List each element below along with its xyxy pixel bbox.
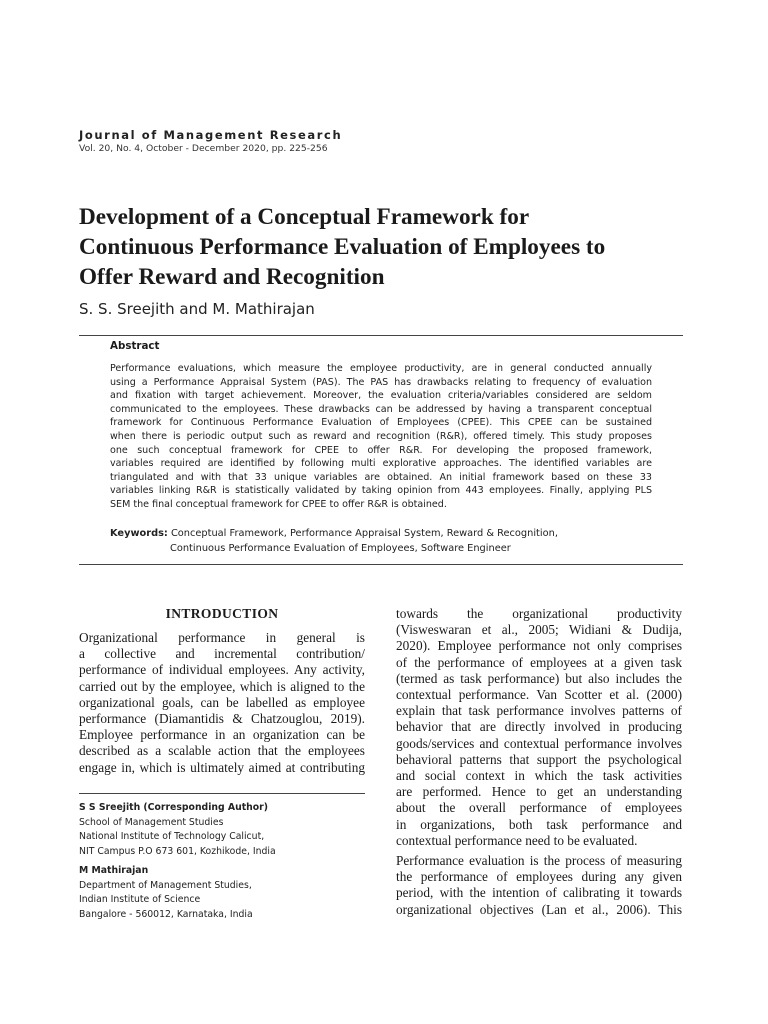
keywords-label: Keywords: xyxy=(110,528,168,539)
body-line: carried out by the employee, which is aligned to the xyxy=(79,678,365,694)
abstract-line: and fixation with target achievement. Moreover, the evaluation criteria/variables considered are seldom xyxy=(110,390,652,402)
body-line: a collective and incremental contribution/ xyxy=(79,646,365,662)
abstract-line: communicated to the employees. These drawbacks can be addressed by having a transparent conceptual xyxy=(110,403,652,415)
introduction-right-paragraph-1 xyxy=(396,606,682,849)
body-line: and social context in which the task activities xyxy=(396,768,682,784)
abstract-heading: Abstract xyxy=(110,340,160,352)
abstract-line: SEM the final conceptual framework for CPEE to offer R&R is obtained. xyxy=(110,498,447,510)
body-line: are performed. Hence to get an understanding xyxy=(396,784,682,800)
affiliation-name: S S Sreejith (Corresponding Author) xyxy=(79,802,269,813)
body-line: Employee performance in an organization can be xyxy=(79,727,365,743)
affiliation-line: Indian Institute of Science xyxy=(79,894,201,906)
body-line: organizational objectives (Lan et al., 2006). This xyxy=(396,901,682,917)
authors: S. S. Sreejith and M. Mathirajan xyxy=(79,300,315,318)
body-line: in organizations, both task performance and xyxy=(396,816,682,832)
journal-name: Journal of Management Research xyxy=(79,128,343,142)
title-line: Continuous Performance Evaluation of Employees to xyxy=(79,234,606,260)
abstract-line: triangulated and with that 33 unique variables are obtained. An initial framework based on these 33 xyxy=(110,471,652,483)
introduction-heading: INTRODUCTION xyxy=(165,606,279,621)
affiliation-line: School of Management Studies xyxy=(79,816,224,828)
affiliation-corresponding-author xyxy=(79,801,369,859)
affiliation-line: Bangalore - 560012, Karnataka, India xyxy=(79,908,253,920)
body-line: period, with the intention of calibrating it towards xyxy=(396,885,682,901)
body-line: described as a scalable action that the employees xyxy=(79,743,365,759)
keywords xyxy=(110,527,670,556)
body-line: explain that task performance involves patterns of xyxy=(396,703,682,719)
abstract-line: when there is periodic output such as reward and recognition (R&R), offered timely. This study proposes xyxy=(110,430,652,442)
body-line: Performance evaluation is the process of measuring xyxy=(396,853,682,868)
title-line: Development of a Conceptual Framework for xyxy=(79,204,530,230)
body-line: (Visweswaran et al., 2005; Widiani & Dudija, xyxy=(396,622,682,638)
body-line: Organizational performance in general is xyxy=(79,630,365,645)
body-line: performance of individual employees. Any activity, xyxy=(79,662,365,678)
abstract-line: Performance evaluations, which measure the employee productivity, are in general conducted annually xyxy=(110,363,652,374)
affiliation-line: Department of Management Studies, xyxy=(79,879,252,891)
body-line: about the overall performance of employees xyxy=(396,800,682,816)
body-line: contextual performance need to be evaluated. xyxy=(396,832,638,848)
introduction-left-column xyxy=(79,630,365,776)
body-line: goods/services and contextual performance involves xyxy=(396,735,682,751)
divider-top xyxy=(79,335,683,336)
body-line: (termed as task performance) but also includes the xyxy=(396,670,682,686)
divider-bottom xyxy=(79,564,683,565)
abstract-line: using a Performance Appraisal System (PAS). The PAS has drawbacks relating to frequency of evaluation xyxy=(110,376,652,388)
body-line: contextual performance. Van Scotter et al. (2000) xyxy=(396,687,682,703)
body-line: of the performance of employees at a given task xyxy=(396,654,682,670)
abstract-text xyxy=(110,362,652,512)
abstract-line: one such conceptual framework for CPEE to offer R&R. For developing the proposed framework, xyxy=(110,444,652,456)
affiliation-second-author xyxy=(79,864,369,922)
keywords-line-1: Conceptual Framework, Performance Appraisal System, Reward & Recognition, xyxy=(170,528,558,539)
body-line: organizational goals, can be labelled as employee xyxy=(79,694,365,710)
body-line: behavior that are directly involved in producing xyxy=(396,719,682,735)
body-line: towards the organizational productivity xyxy=(396,606,682,621)
abstract-line: variables linking R&R is statistically validated by taking opinion from 443 employees. Finally, applying PLS xyxy=(110,485,652,497)
body-line: the performance of employees during any given xyxy=(396,869,682,885)
keywords-line-2: Continuous Performance Evaluation of Employees, Software Engineer xyxy=(170,542,511,554)
body-line: engage in, which is ultimately aimed at contributing xyxy=(79,759,365,775)
body-line: behavioral patterns that support the psychological xyxy=(396,751,682,767)
affiliation-name: M Mathirajan xyxy=(79,865,149,876)
affiliation-line: NIT Campus P.O 673 601, Kozhikode, India xyxy=(79,845,276,857)
affiliation-line: National Institute of Technology Calicut, xyxy=(79,831,265,843)
abstract-line: framework for Continuous Performance Evaluation of Employees (CPEE). This CPEE can be sustained xyxy=(110,417,652,429)
body-line: performance (Diamantidis & Chatzouglou, 2019). xyxy=(79,711,365,727)
abstract-line: variables required are identified by following multi explorative approaches. The identified variables are xyxy=(110,458,652,470)
article-title xyxy=(79,202,699,292)
body-line: 2020). Employee performance not only comprises xyxy=(396,638,682,654)
journal-volume: Vol. 20, No. 4, October - December 2020, pp. 225-256 xyxy=(79,143,328,154)
title-line: Offer Reward and Recognition xyxy=(79,264,385,290)
affiliation-divider xyxy=(79,793,365,794)
introduction-right-paragraph-2 xyxy=(396,853,682,918)
